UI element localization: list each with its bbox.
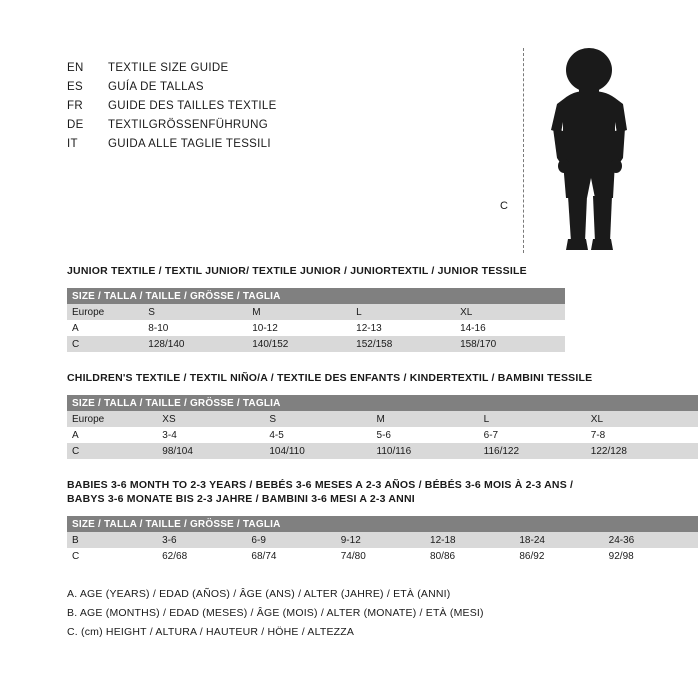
cell: 128/140 — [148, 336, 252, 352]
list-item — [67, 138, 467, 157]
cell: 92/98 — [609, 548, 698, 564]
cell: 152/158 — [356, 336, 460, 352]
cell: 12-13 — [356, 320, 460, 336]
language-title: TEXTILE SIZE GUIDE — [108, 62, 229, 74]
cell: 98/104 — [162, 443, 269, 459]
cell: 116/122 — [484, 443, 591, 459]
language-code: IT — [67, 138, 78, 150]
list-item — [67, 119, 467, 138]
language-title: GUIDE DES TAILLES TEXTILE — [108, 100, 277, 112]
row-label: C — [67, 336, 148, 352]
table-row — [67, 320, 565, 336]
cell: S — [148, 304, 252, 320]
row-label: Europe — [67, 304, 148, 320]
row-label: A — [67, 320, 148, 336]
height-measurement-figure — [490, 40, 670, 255]
cell: XS — [162, 411, 269, 427]
legend-note-b: B. AGE (MONTHS) / EDAD (MESES) / ÂGE (MOIS) / ALTER (MONATE) / ETÀ (MESI) — [67, 607, 484, 619]
cell: 110/116 — [377, 443, 484, 459]
cell: L — [356, 304, 460, 320]
table-row — [67, 427, 698, 443]
language-code: EN — [67, 62, 84, 74]
cell: 122/128 — [591, 443, 698, 459]
cell: XL — [460, 304, 565, 320]
table-row — [67, 532, 698, 548]
list-item — [67, 81, 467, 100]
table-header-size: SIZE / TALLA / TAILLE / GRÖSSE / TAGLIA — [67, 516, 698, 532]
table-row — [67, 304, 565, 320]
language-code: DE — [67, 119, 84, 131]
language-code: ES — [67, 81, 83, 93]
cell: XL — [591, 411, 698, 427]
junior-size-table — [67, 288, 565, 352]
babies-size-table — [67, 516, 698, 564]
language-title: GUÍA DE TALLAS — [108, 81, 204, 93]
cell: 62/68 — [162, 548, 251, 564]
list-item — [67, 62, 467, 81]
cell: 9-12 — [341, 532, 430, 548]
cell: 12-18 — [430, 532, 519, 548]
row-label: A — [67, 427, 162, 443]
language-title: GUIDA ALLE TAGLIE TESSILI — [108, 138, 271, 150]
table-header-size: SIZE / TALLA / TAILLE / GRÖSSE / TAGLIA — [67, 288, 565, 304]
table-row — [67, 411, 698, 427]
table-row — [67, 443, 698, 459]
cell: 3-4 — [162, 427, 269, 443]
cell: 4-5 — [269, 427, 376, 443]
cell: 14-16 — [460, 320, 565, 336]
legend-note-c: C. (cm) HEIGHT / ALTURA / HAUTEUR / HÖHE / ALTEZZA — [67, 626, 355, 638]
cell: 68/74 — [251, 548, 340, 564]
cell: 7-8 — [591, 427, 698, 443]
cell: M — [377, 411, 484, 427]
cell: 3-6 — [162, 532, 251, 548]
children-size-table — [67, 395, 698, 459]
cell: 104/110 — [269, 443, 376, 459]
table-header-size: SIZE / TALLA / TAILLE / GRÖSSE / TAGLIA — [67, 395, 698, 411]
list-item — [67, 100, 467, 119]
cell: 10-12 — [252, 320, 356, 336]
section-title-junior: JUNIOR TEXTILE / TEXTIL JUNIOR/ TEXTILE JUNIOR / JUNIORTEXTIL / JUNIOR TESSILE — [67, 265, 527, 277]
row-label: C — [67, 548, 162, 564]
table-header-row — [67, 516, 698, 532]
cell: 74/80 — [341, 548, 430, 564]
cell: 158/170 — [460, 336, 565, 352]
cell: L — [484, 411, 591, 427]
cell: 80/86 — [430, 548, 519, 564]
row-label: C — [67, 443, 162, 459]
legend-note-a: A. AGE (YEARS) / EDAD (AÑOS) / ÂGE (ANS) / ALTER (JAHRE) / ETÀ (ANNI) — [67, 588, 451, 600]
cell: 6-7 — [484, 427, 591, 443]
row-label: Europe — [67, 411, 162, 427]
language-title: TEXTILGRÖSSENFÜHRUNG — [108, 119, 268, 131]
height-measure-label: C — [500, 200, 508, 212]
child-silhouette-icon — [535, 46, 655, 256]
cell: M — [252, 304, 356, 320]
language-title-list — [67, 62, 467, 157]
height-guide-line — [523, 48, 524, 253]
cell: 18-24 — [519, 532, 608, 548]
table-row — [67, 548, 698, 564]
cell: 86/92 — [519, 548, 608, 564]
cell: 8-10 — [148, 320, 252, 336]
section-title-babies: BABIES 3-6 MONTH TO 2-3 YEARS / BEBÉS 3-6 MESES A 2-3 AÑOS / BÉBÉS 3-6 MOIS À 2-3 ANS / BABYS 3-6 MONATE BIS 2-3 JAHRE / BAMBINI 3-6 MESI A 2-3 ANNI — [67, 479, 574, 505]
table-header-row — [67, 288, 565, 304]
row-label: B — [67, 532, 162, 548]
legend-notes — [67, 585, 484, 642]
language-code: FR — [67, 100, 83, 112]
cell: 140/152 — [252, 336, 356, 352]
cell: S — [269, 411, 376, 427]
cell: 24-36 — [609, 532, 698, 548]
table-row — [67, 336, 565, 352]
section-title-children: CHILDREN'S TEXTILE / TEXTIL NIÑO/A / TEXTILE DES ENFANTS / KINDERTEXTIL / BAMBINI TESSILE — [67, 372, 593, 384]
cell: 5-6 — [377, 427, 484, 443]
cell: 6-9 — [251, 532, 340, 548]
table-header-row — [67, 395, 698, 411]
